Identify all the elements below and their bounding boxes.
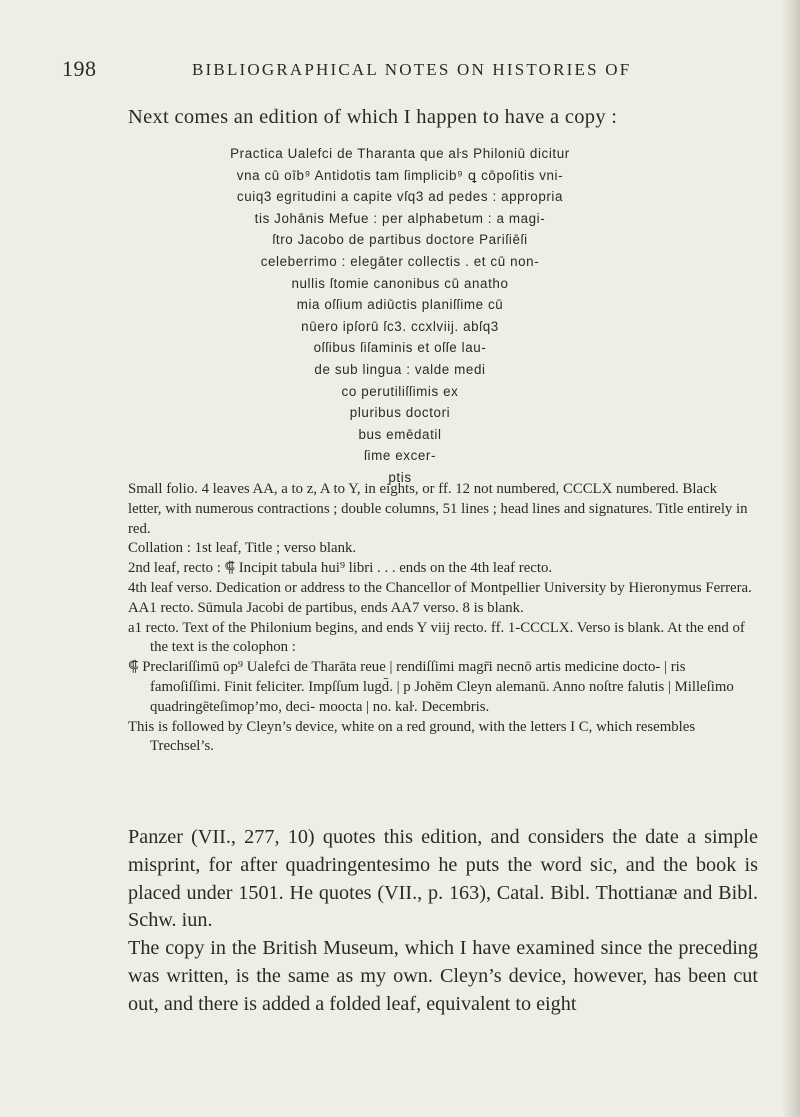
physical-description: Small folio. 4 leaves AA, a to z, A to Y, in eights, or ff. 12 not numbered, CCCLX numbered. Black letter, with numerous contractions ; double columns, 51 lines ; head lines and signatures. Title entirely in red. [128, 481, 748, 537]
paragraph-british-museum: The copy in the British Museum, which I have examined since the preceding was written, is the same as my own. Cleyn’s device, however, has been cut out, and there is added a folded leaf, equivalent to eight [128, 937, 758, 1015]
paragraph-panzer: Panzer (VII., 277, 10) quotes this edition, and considers the date a simple misprint, for after quadringentesimo he puts the word sic, and the book is placed under 1501. He quotes (VII., p. 163), Catal. Bibl. Thottianæ and Bibl. Schw. iun. [128, 826, 758, 932]
title-line: pluribus doctori [349, 405, 451, 421]
book-title-transcription [90, 143, 710, 489]
title-line: mia oſſium adiūctis planiſſime cū [296, 297, 504, 313]
title-line: nūero ipſorū ſc3. ccxlviij. abſq3 [301, 318, 499, 334]
title-line: celeberrimo : elegāter collectis . et cū non- [260, 253, 540, 269]
title-line: nullis ſtomie canonibus cū anatho [291, 275, 509, 291]
title-line: cuiq3 egritudini a capite vſq3 ad pedes : appropria [236, 189, 564, 205]
colophon: ⸿ Preclariſſimū op⁹ Ualefci de Tharāta reue | rendiſſimi magr̄i necnō artis medicine docto- | ris famoſiſſimi. Finit feliciter. Impſſum lugd̄. | p Johēm Cleyn alemanū. Anno noſtre falutis | Milleſimo quadringēteſimop’mo, deci- moocta | no. kaŀ. Decembris. [128, 659, 734, 715]
running-title: BIBLIOGRAPHICAL NOTES ON HISTORIES OF [192, 60, 632, 79]
body-text [128, 824, 758, 1019]
collation-aa1: AA1 recto. Sūmula Jacobi de partibus, ends AA7 verso. 8 is blank. [128, 599, 524, 616]
lead-sentence: Next comes an edition of which I happen to have a copy : [128, 106, 618, 128]
page-number: 198 [62, 56, 97, 81]
title-line: tis Johānis Mefue : per alphabetum : a magi- [254, 210, 546, 226]
title-line: de sub lingua : valde medi [314, 361, 486, 377]
page-header [62, 56, 752, 88]
collation-leaf-2: 2nd leaf, recto : ⸿ Incipit tabula hui⁹ libri . . . ends on the 4th leaf recto. [128, 560, 553, 577]
title-line: ſtro Jacobo de partibus doctore Pariſiēſi [272, 232, 528, 248]
device-note: This is followed by Cleyn’s device, white on a red ground, with the letters I C, which resembles Trechsel’s. [128, 718, 696, 755]
collation-a1: a1 recto. Text of the Philonium begins, and ends Y viij recto. ff. 1-CCCLX. Verso is blank. At the end of the text is the colophon : [128, 619, 745, 656]
bibliographic-notes [128, 480, 754, 757]
title-line: oſſibus ſiſaminis et oſſe lau- [313, 340, 487, 356]
title-line: co perutiliſſimis ex [341, 383, 459, 399]
title-line: bus emēdatil [358, 426, 442, 442]
collation-leaf-4: 4th leaf verso. Dedication or address to the Chancellor of Montpellier University by Hieronymus Ferrera. [128, 579, 752, 596]
title-line: ptis [388, 469, 412, 485]
page-edge-shadow [782, 0, 800, 1117]
title-line: Practica Ualefci de Tharanta que aŀs Philoniū dicitur [230, 146, 570, 161]
title-line: ſime excer- [363, 448, 437, 464]
title-line: vna cū oīb⁹ Antidotis tam ſimplicib⁹ ꝗ cōpoſitis vni- [236, 167, 564, 183]
collation-leaf-1: Collation : 1st leaf, Title ; verso blank. [128, 540, 357, 557]
